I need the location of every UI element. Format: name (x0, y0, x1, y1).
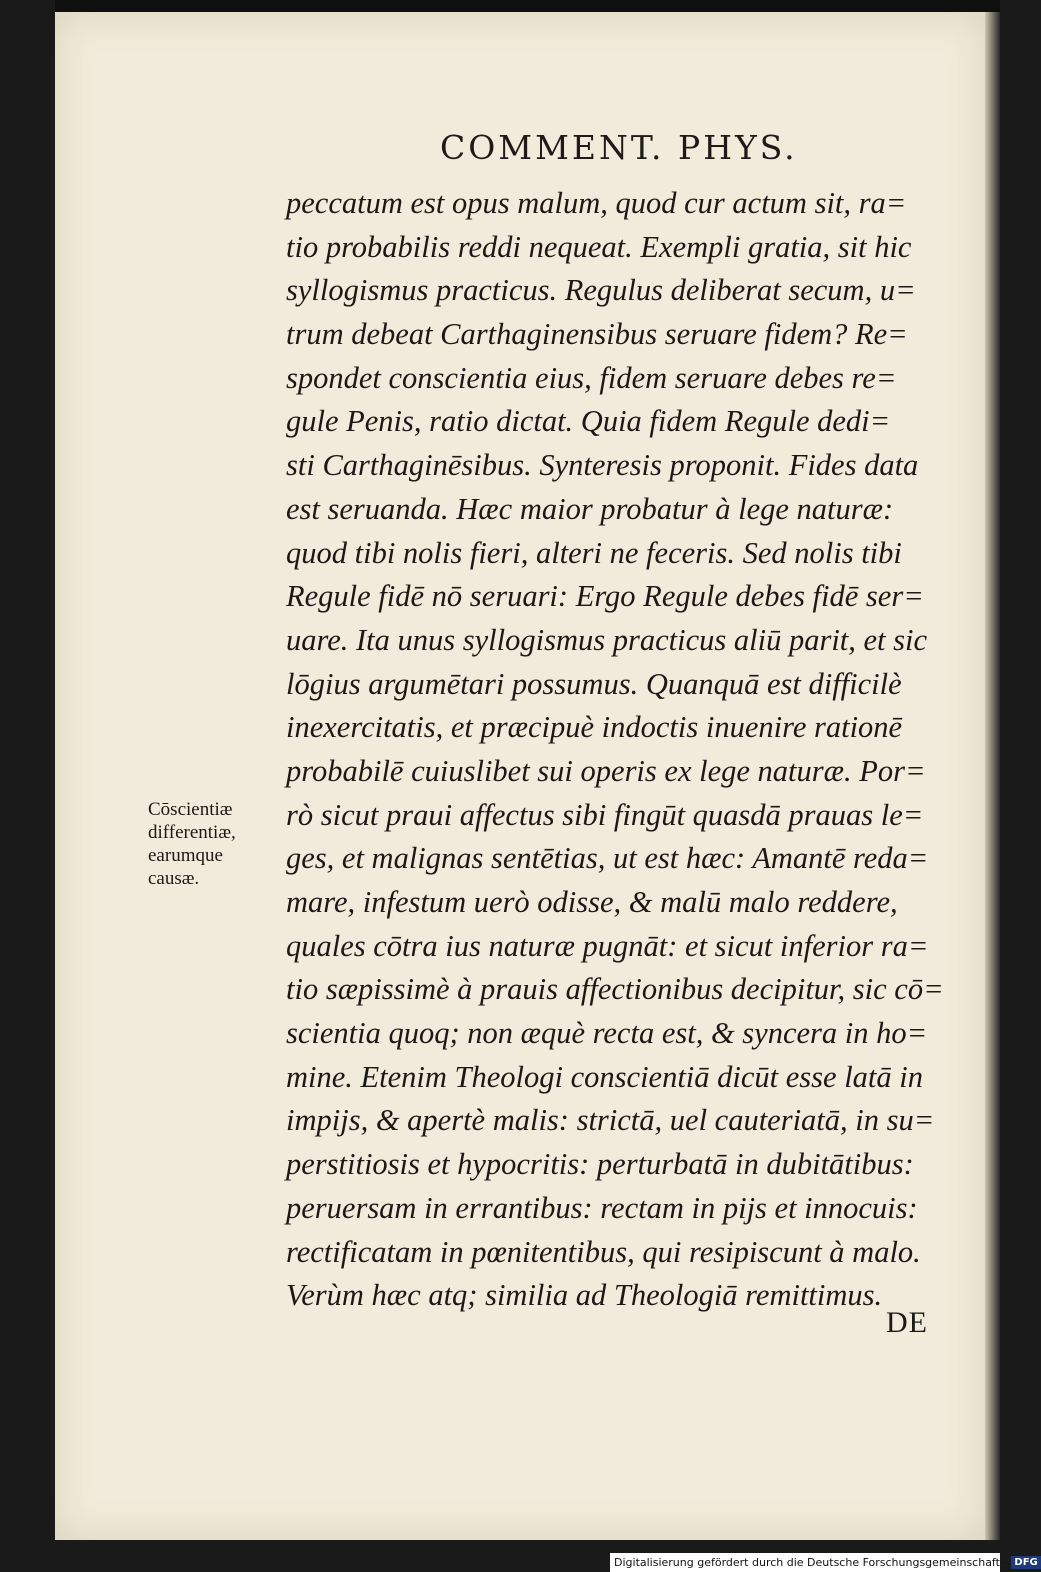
dfg-logo: DFG (1011, 1556, 1040, 1569)
scan-background-top (55, 0, 1000, 12)
footer-text: Digitalisierung gefördert durch die Deutsche Forschungsgemeinschaft - (614, 1556, 1008, 1569)
catchword: DE (886, 1306, 928, 1339)
text-line: quales cōtra ius naturæ pugnāt: et sicut inferior ra= (286, 928, 929, 963)
text-line: spondet conscientia eius, fidem seruare debes re= (286, 360, 897, 395)
text-line: lōgius argumētari possumus. Quanquā est difficilè (286, 666, 902, 701)
body-text (286, 182, 956, 1318)
text-line: mare, infestum uerò odisse, & malū malo reddere, (286, 885, 898, 919)
text-line: syllogismus practicus. Regulus deliberat secum, u= (286, 273, 916, 308)
margin-note-line: differentiæ, (148, 822, 236, 843)
margin-note-line: Cōscientiæ (148, 799, 233, 820)
text-line: peccatum est opus malum, quod cur actum sit, ra= (286, 186, 907, 220)
text-line: inexercitatis, et præcipuè indoctis inuenire rationē (286, 710, 903, 745)
text-line: scientia quoq; non æquè recta est, & syncera in ho= (286, 1016, 928, 1051)
text-line: impijs, & apertè malis: strictā, uel cauteriatā, in su= (286, 1103, 935, 1138)
text-line: trum debeat Carthaginensibus seruare fidem? Re= (286, 317, 908, 352)
text-line: quod tibi nolis fieri, alteri ne feceris. Sed nolis tibi (286, 535, 902, 570)
text-line: Verùm hæc atq; similia ad Theologiā remittimus. (286, 1278, 883, 1313)
text-line: est seruanda. Hæc maior probatur à lege naturæ: (286, 491, 894, 526)
paper-edge-right (985, 12, 1000, 1540)
text-line: Regule fidē nō seruari: Ergo Regule debes fidē ser= (286, 579, 924, 614)
running-head: COMMENT. PHYS. (440, 128, 798, 167)
text-line: perstitiosis et hypocritis: perturbatā in dubitātibus: (286, 1147, 914, 1182)
text-line: rectificatam in pœnitentibus, qui resipiscunt à malo. (286, 1234, 921, 1269)
margin-note-line: causæ. (148, 868, 200, 889)
text-line: probabilē cuiuslibet sui operis ex lege naturæ. Por= (286, 753, 926, 788)
text-line: gule Penis, ratio dictat. Quia fidem Regule dedi= (286, 404, 891, 439)
text-line: sti Carthaginēsibus. Synteresis proponit. Fides data (286, 448, 919, 483)
digitization-footer (610, 1553, 1038, 1572)
show-through-mark (498, 86, 588, 108)
text-line: ges, et malignas sentētias, ut est hæc: Amantē reda= (286, 841, 929, 876)
margin-note-line: earumque (148, 845, 223, 866)
text-line: peruersam in errantibus: rectam in pijs et innocuis: (286, 1190, 918, 1225)
text-line: mine. Etenim Theologi conscientiā dicūt esse latā in (286, 1059, 924, 1094)
text-line: uare. Ita unus syllogismus practicus aliū parit, et sic (286, 622, 928, 657)
text-line: rò sicut praui affectus sibi fingūt quasdā prauas le= (286, 797, 924, 832)
text-line: tio probabilis reddi nequeat. Exempli gratia, sit hic (286, 229, 912, 264)
margin-note (148, 798, 278, 890)
text-line: tio sæpissimè à prauis affectionibus decipitur, sic cō= (286, 972, 944, 1007)
